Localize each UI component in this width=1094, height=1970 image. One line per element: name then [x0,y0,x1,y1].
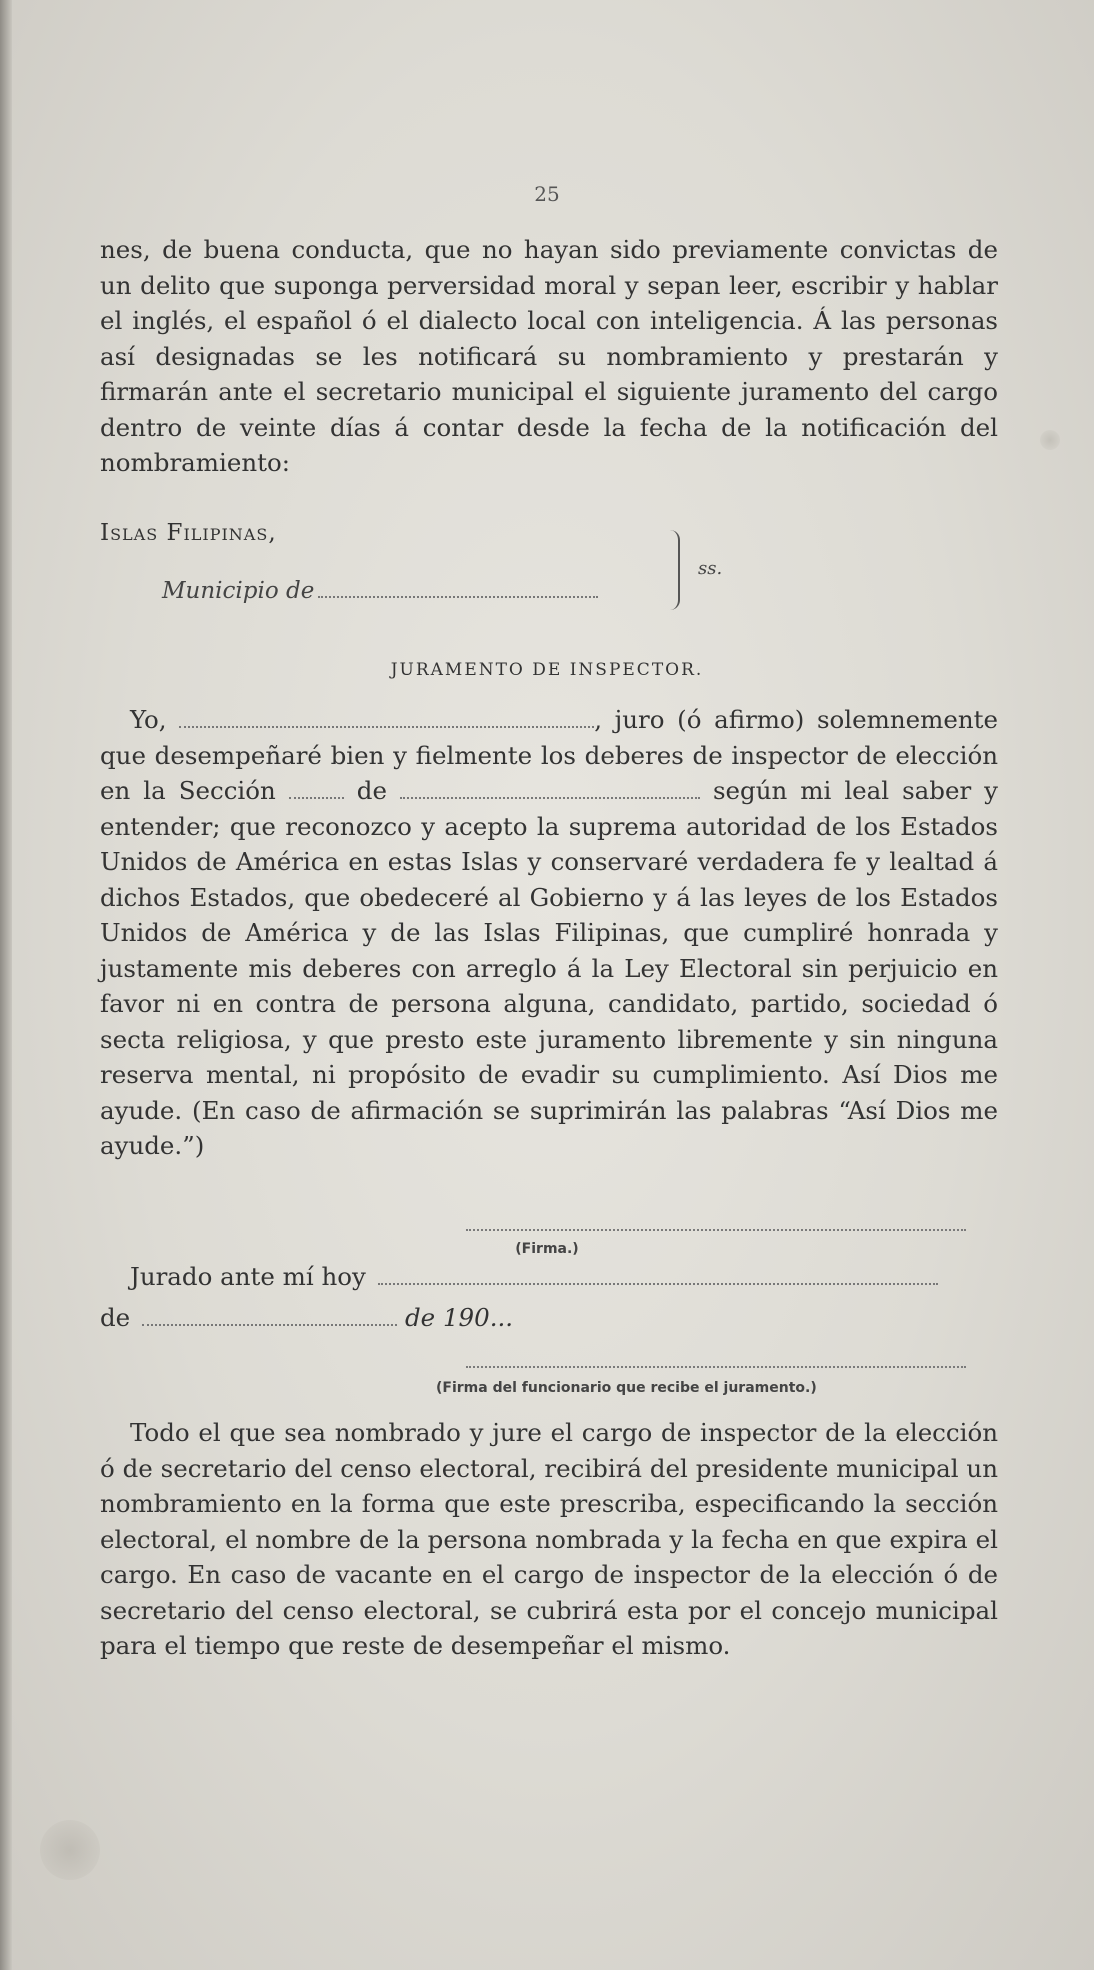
municipio-label: Municipio de [162,578,315,604]
form-brace [666,530,680,610]
date-de-label: de [100,1303,131,1332]
oath-title: JURAMENTO DE INSPECTOR. [390,660,704,680]
book-spine-shadow [0,0,12,1970]
oath-text-3: según mi leal saber y entender; que reconozco y acepto la suprema autoridad de los Estados Unidos de América en estas Islas y conservaré verdadera fe y lealtad á dichos Estados, que obedeceré al Gobierno y á las leyes de los Estados Unidos de América y de las Islas Filipinas, que cumpliré honrada y justamente mis deberes con arreglo á la Ley Electoral sin perjuicio en favor ni en contra de persona alguna, candidato, partido, sociedad ó secta religiosa, y que presto este juramento libremente y sin ninguna reserva mental, ni propósito de evadir su cumplimiento. Así Dios me ayude. (En caso de afirmación se suprimirán las palabras “Así Dios me ayude.”) [100,776,999,1160]
paragraph-intro: nes, de buena conducta, que no hayan sido previamente convictas de un delito que suponga perversidad moral y sepan leer, escribir y hablar el inglés, el español ó el dialecto local con inteligencia. Á las personas así designadas se les notificará su nombramiento y prestarán y firmarán ante el secretario municipal el siguiente juramento del cargo dentro de veinte días á contar desde la fecha de la notificación del nombramiento: [100,235,998,477]
oath-place-blank [400,797,700,799]
date-year-label: de 190... [404,1303,514,1332]
paper-stain [1040,430,1060,450]
page-number: 25 [534,182,560,206]
official-signature-line [466,1366,966,1368]
sworn-before-line [130,1262,938,1291]
sworn-before-label: Jurado ante mí hoy [130,1262,366,1291]
oath-body [100,702,998,1164]
municipio-blank [318,596,598,598]
paragraph-appointment: Todo el que sea nombrado y jure el cargo de inspector de la elección ó de secretario del censo electoral, recibirá del presidente municipal un nombramiento en la forma que este prescriba, especificando la sección electoral, el nombre de la persona nombrada y la fecha en que expira el cargo. En caso de vacante en el cargo de inspector de la elección ó de secretario del censo electoral, se cubrirá esta por el concejo municipal para el tiempo que reste de desempeñar el mismo. [100,1418,998,1660]
oath-text-1: , juro (ó afirmo) solemnemente que desempeñaré bien y fielmente los deberes de inspector de elección en la Sección [100,705,998,805]
paper-stain [40,1820,100,1880]
signature-label: (Firma.) [515,1241,579,1257]
oath-section-blank [289,797,344,799]
form-ss-label: ss. [698,558,723,579]
oath-text-2: de [356,776,387,805]
form-municipio-line [162,578,598,604]
form-islas-filipinas: Islas Filipinas, [100,520,277,546]
date-line [100,1303,513,1332]
oath-yo: Yo, [130,705,167,734]
official-signature-label: (Firma del funcionario que recibe el juramento.) [436,1380,817,1396]
oath-name-blank [179,726,594,728]
sworn-before-blank [378,1283,938,1285]
signature-line [466,1229,966,1231]
date-blank [142,1324,397,1326]
